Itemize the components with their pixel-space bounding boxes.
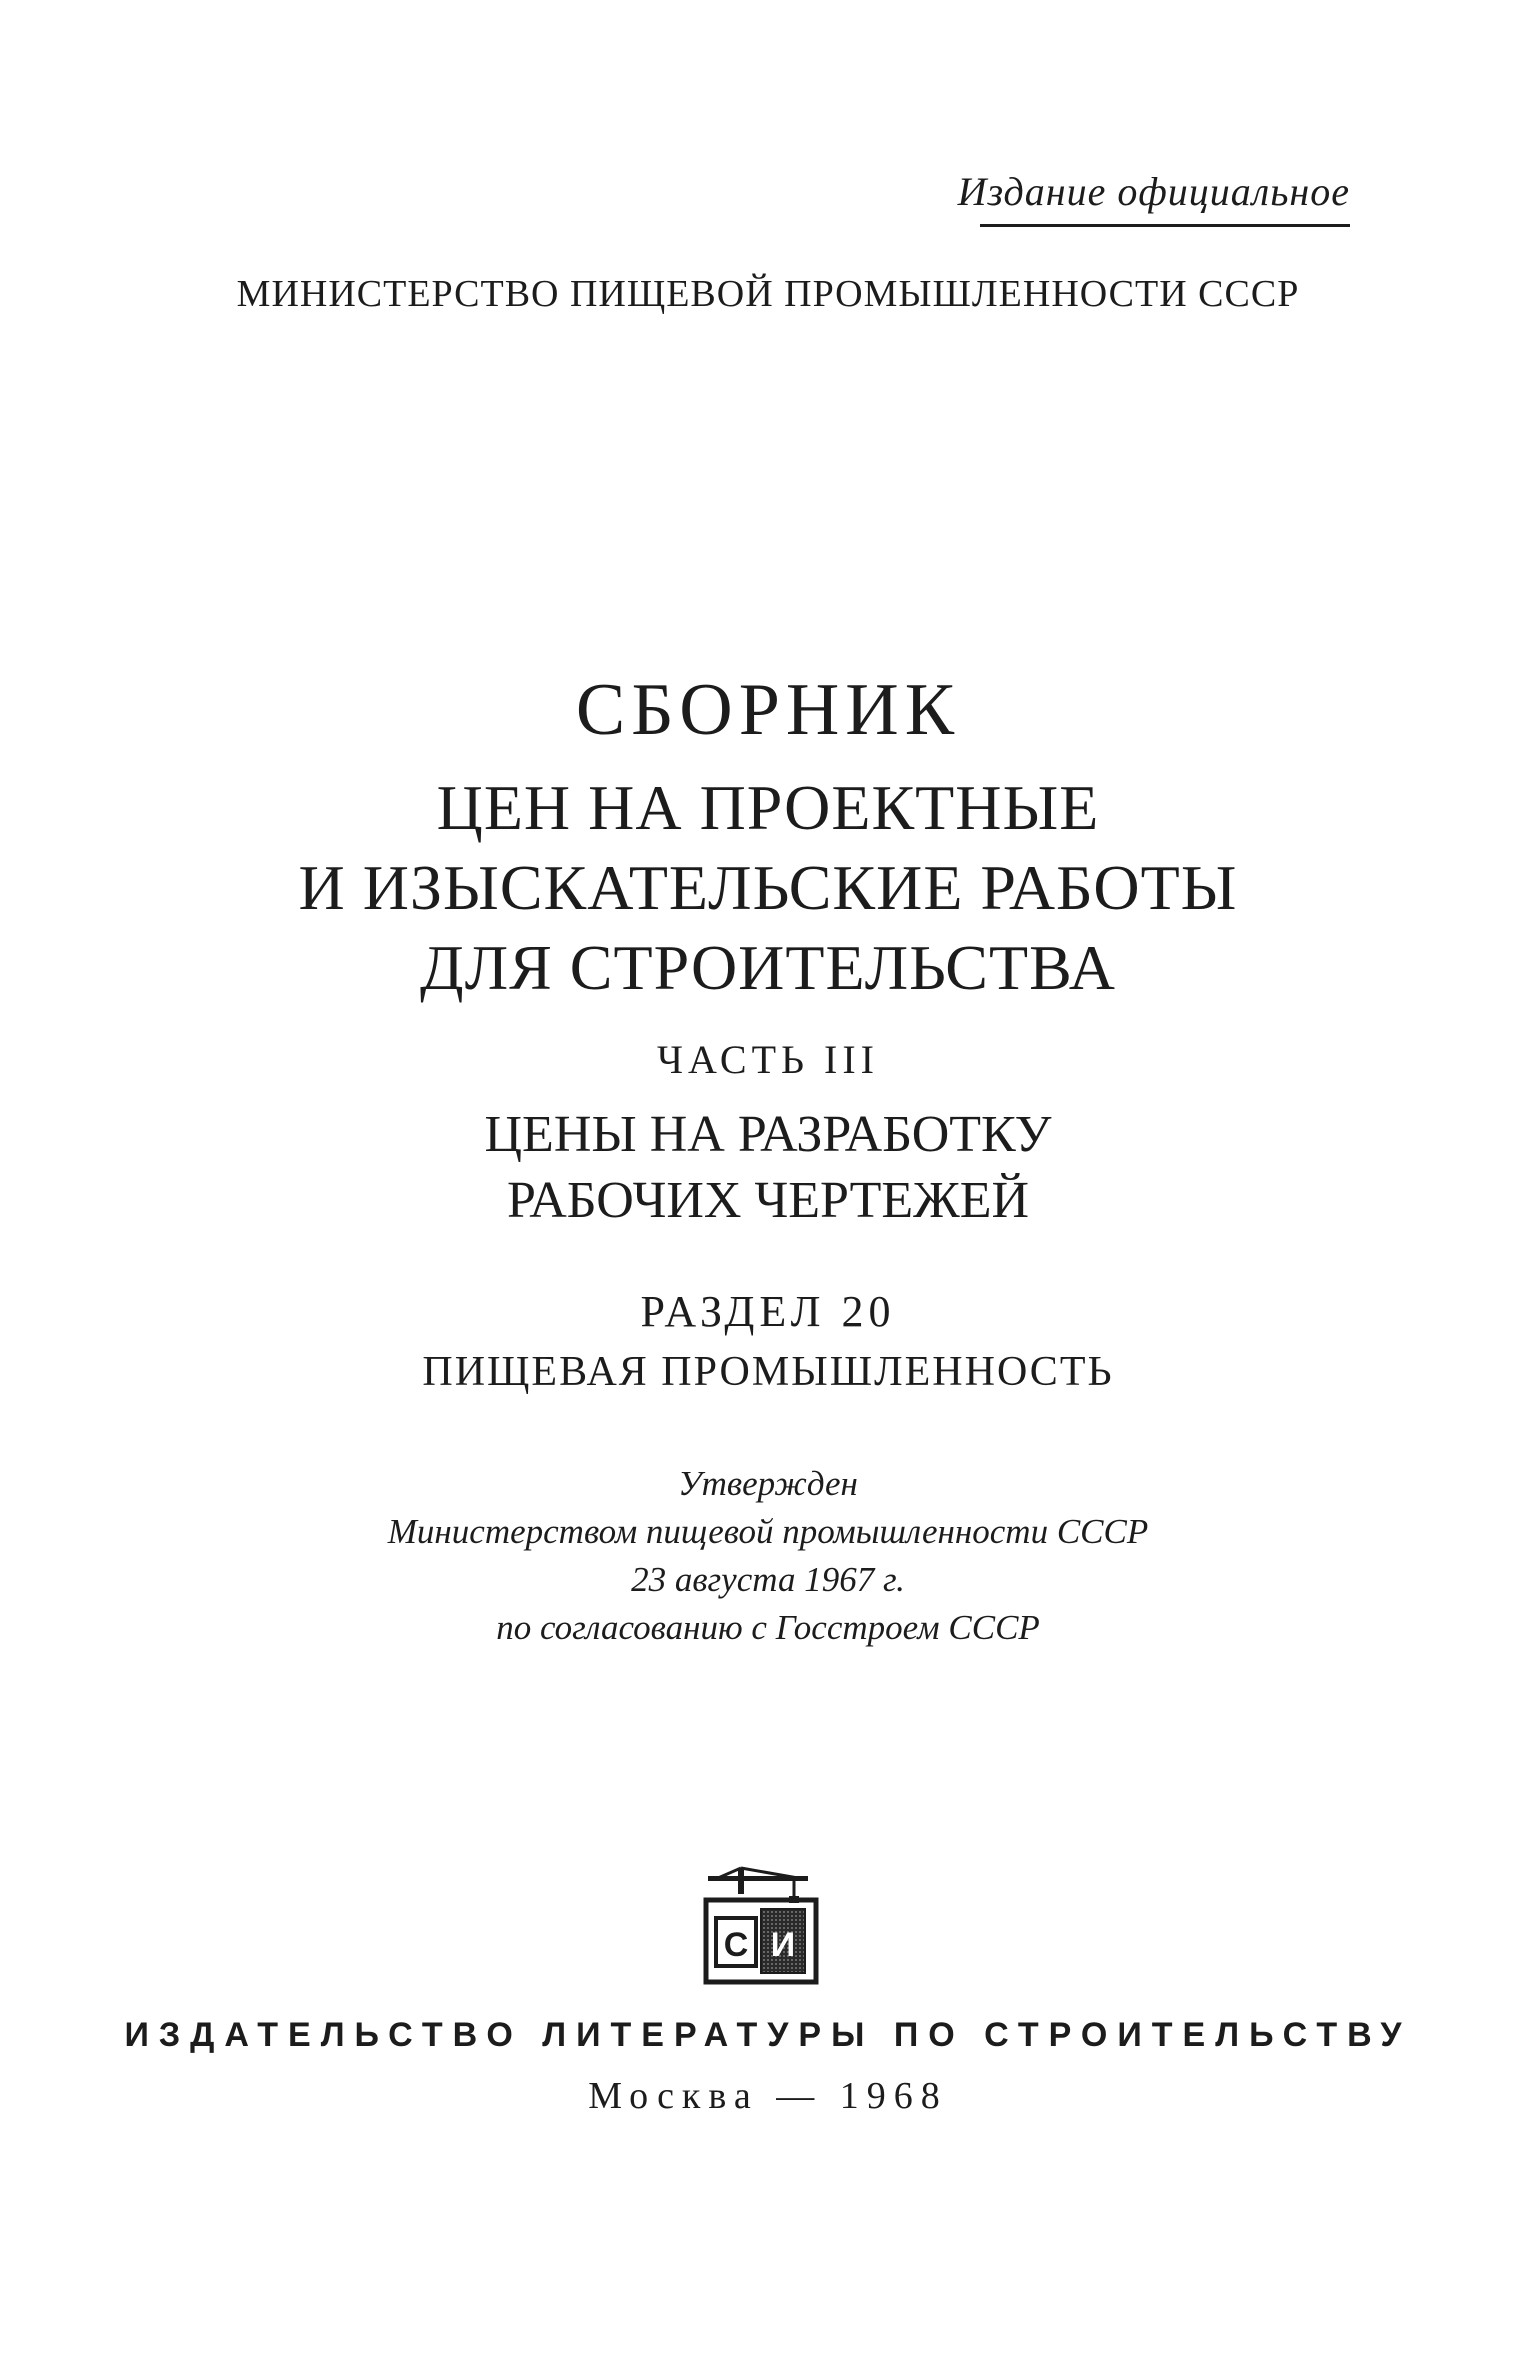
approval-line: Утвержден [678,1464,858,1503]
publisher-name: ИЗДАТЕЛЬСТВО ЛИТЕРАТУРЫ ПО СТРОИТЕЛЬСТВУ [124,2016,1412,2054]
subtitle-line: ЦЕН НА ПРОЕКТНЫЕ [436,772,1100,843]
publisher-logo-icon [698,1866,824,1986]
city-year: Москва — 1968 [588,2075,948,2117]
ministry-heading: МИНИСТЕРСТВО ПИЩЕВОЙ ПРОМЫШЛЕННОСТИ СССР [236,273,1300,315]
subtitle-line: И ИЗЫСКАТЕЛЬСКИЕ РАБОТЫ [298,852,1238,923]
svg-text:И: И [770,1926,796,1964]
edition-note: Издание официальное [957,169,1350,214]
edition-underline [980,224,1350,227]
svg-text:С: С [723,1926,749,1964]
approval-line: 23 августа 1967 г. [631,1560,905,1599]
section-title: ПИЩЕВАЯ ПРОМЫШЛЕННОСТЬ [422,1349,1114,1395]
part-title-line: РАБОЧИХ ЧЕРТЕЖЕЙ [506,1172,1030,1229]
approval-line: Министерством пищевой промышленности СССР [387,1512,1149,1551]
book-title: СБОРНИК [575,669,961,751]
approval-line: по согласованию с Госстроем СССР [496,1608,1040,1647]
part-label: ЧАСТЬ III [657,1037,879,1082]
book-subtitle [0,768,1536,1008]
subtitle-line: ДЛЯ СТРОИТЕЛЬСТВА [420,932,1116,1003]
part-title [0,1102,1536,1234]
section-label: РАЗДЕЛ 20 [640,1287,896,1336]
approval-note [0,1460,1536,1652]
part-title-line: ЦЕНЫ НА РАЗРАБОТКУ [484,1106,1052,1163]
